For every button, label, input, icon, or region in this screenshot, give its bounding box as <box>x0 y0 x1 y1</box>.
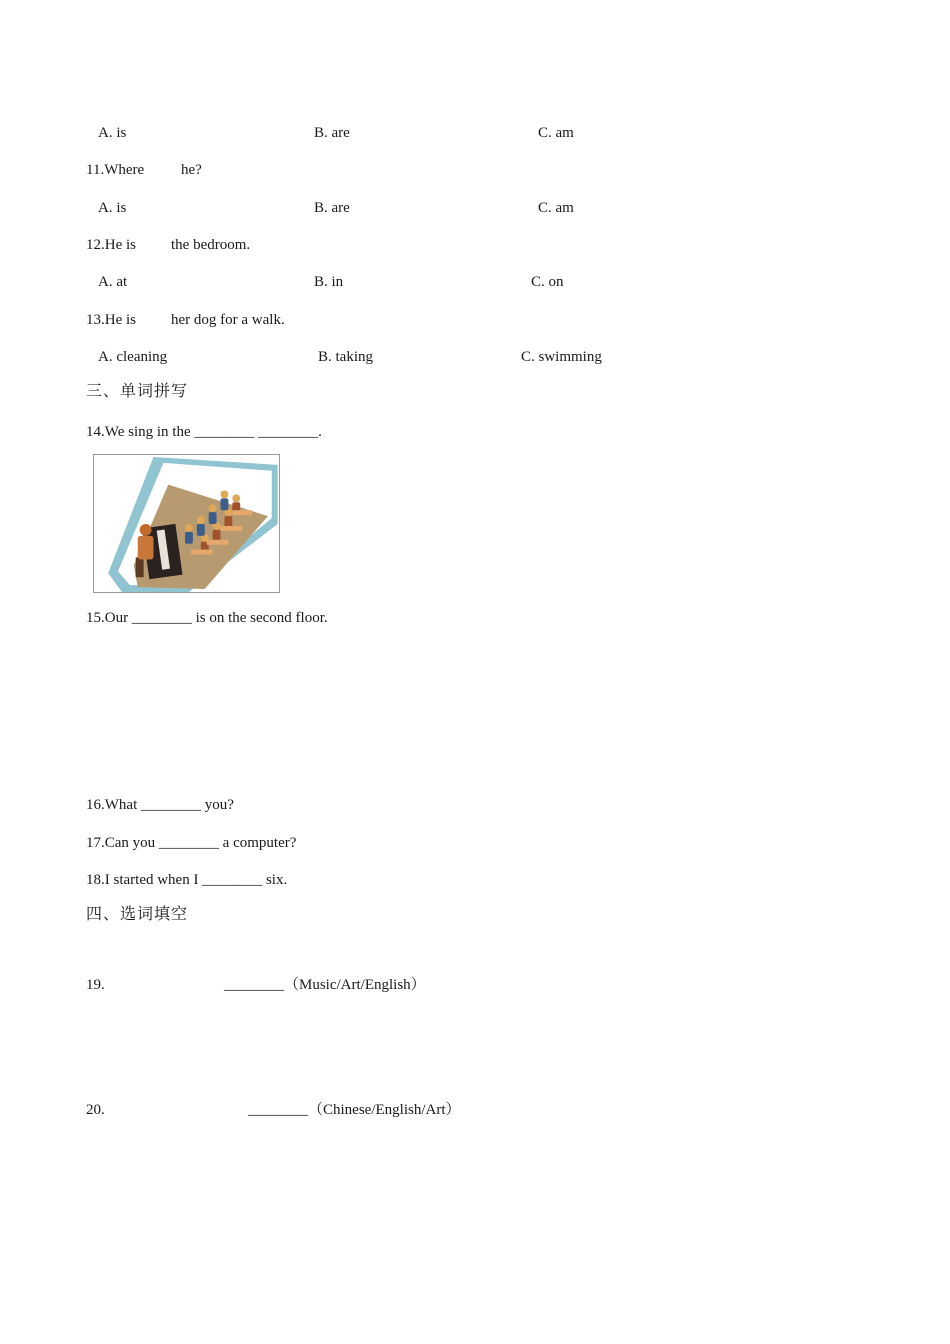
q13-option-c: C. swimming <box>521 349 602 365</box>
q13-stem-pre: 13.He is <box>86 312 136 328</box>
music-room-illustration <box>93 454 280 593</box>
q20-number: 20. <box>86 1102 105 1118</box>
q11-stem-pre: 11.Where <box>86 162 145 178</box>
q16-text: 16.What ________ you? <box>86 797 234 813</box>
q12-option-a: A. at <box>98 274 128 290</box>
q11-option-c: C. am <box>538 200 574 216</box>
q13-option-a: A. cleaning <box>98 349 168 365</box>
q12-stem-post: the bedroom. <box>171 237 251 253</box>
section-4-heading: 四、选词填空 <box>86 904 189 923</box>
q10-option-c: C. am <box>538 125 574 141</box>
q19-blank: ________（Music/Art/English） <box>224 977 426 993</box>
q10-option-a: A. is <box>98 125 127 141</box>
q13-stem-post: her dog for a walk. <box>171 312 285 328</box>
q15-text: 15.Our ________ is on the second floor. <box>86 610 328 626</box>
q10-option-b: B. are <box>314 125 350 141</box>
q11-option-a: A. is <box>98 200 127 216</box>
section-3-heading: 三、单词拼写 <box>86 381 189 400</box>
q13-option-b: B. taking <box>318 349 373 365</box>
q18-text: 18.I started when I ________ six. <box>86 872 288 888</box>
q12-stem-pre: 12.He is <box>86 237 136 253</box>
q14-text: 14.We sing in the ________ ________. <box>86 424 322 440</box>
q11-stem-post: he? <box>181 162 202 178</box>
q20-blank: ________（Chinese/English/Art） <box>248 1102 461 1118</box>
q12-option-c: C. on <box>531 274 564 290</box>
q11-option-b: B. are <box>314 200 350 216</box>
q12-option-b: B. in <box>314 274 344 290</box>
q19-number: 19. <box>86 977 105 993</box>
q17-text: 17.Can you ________ a computer? <box>86 835 297 851</box>
